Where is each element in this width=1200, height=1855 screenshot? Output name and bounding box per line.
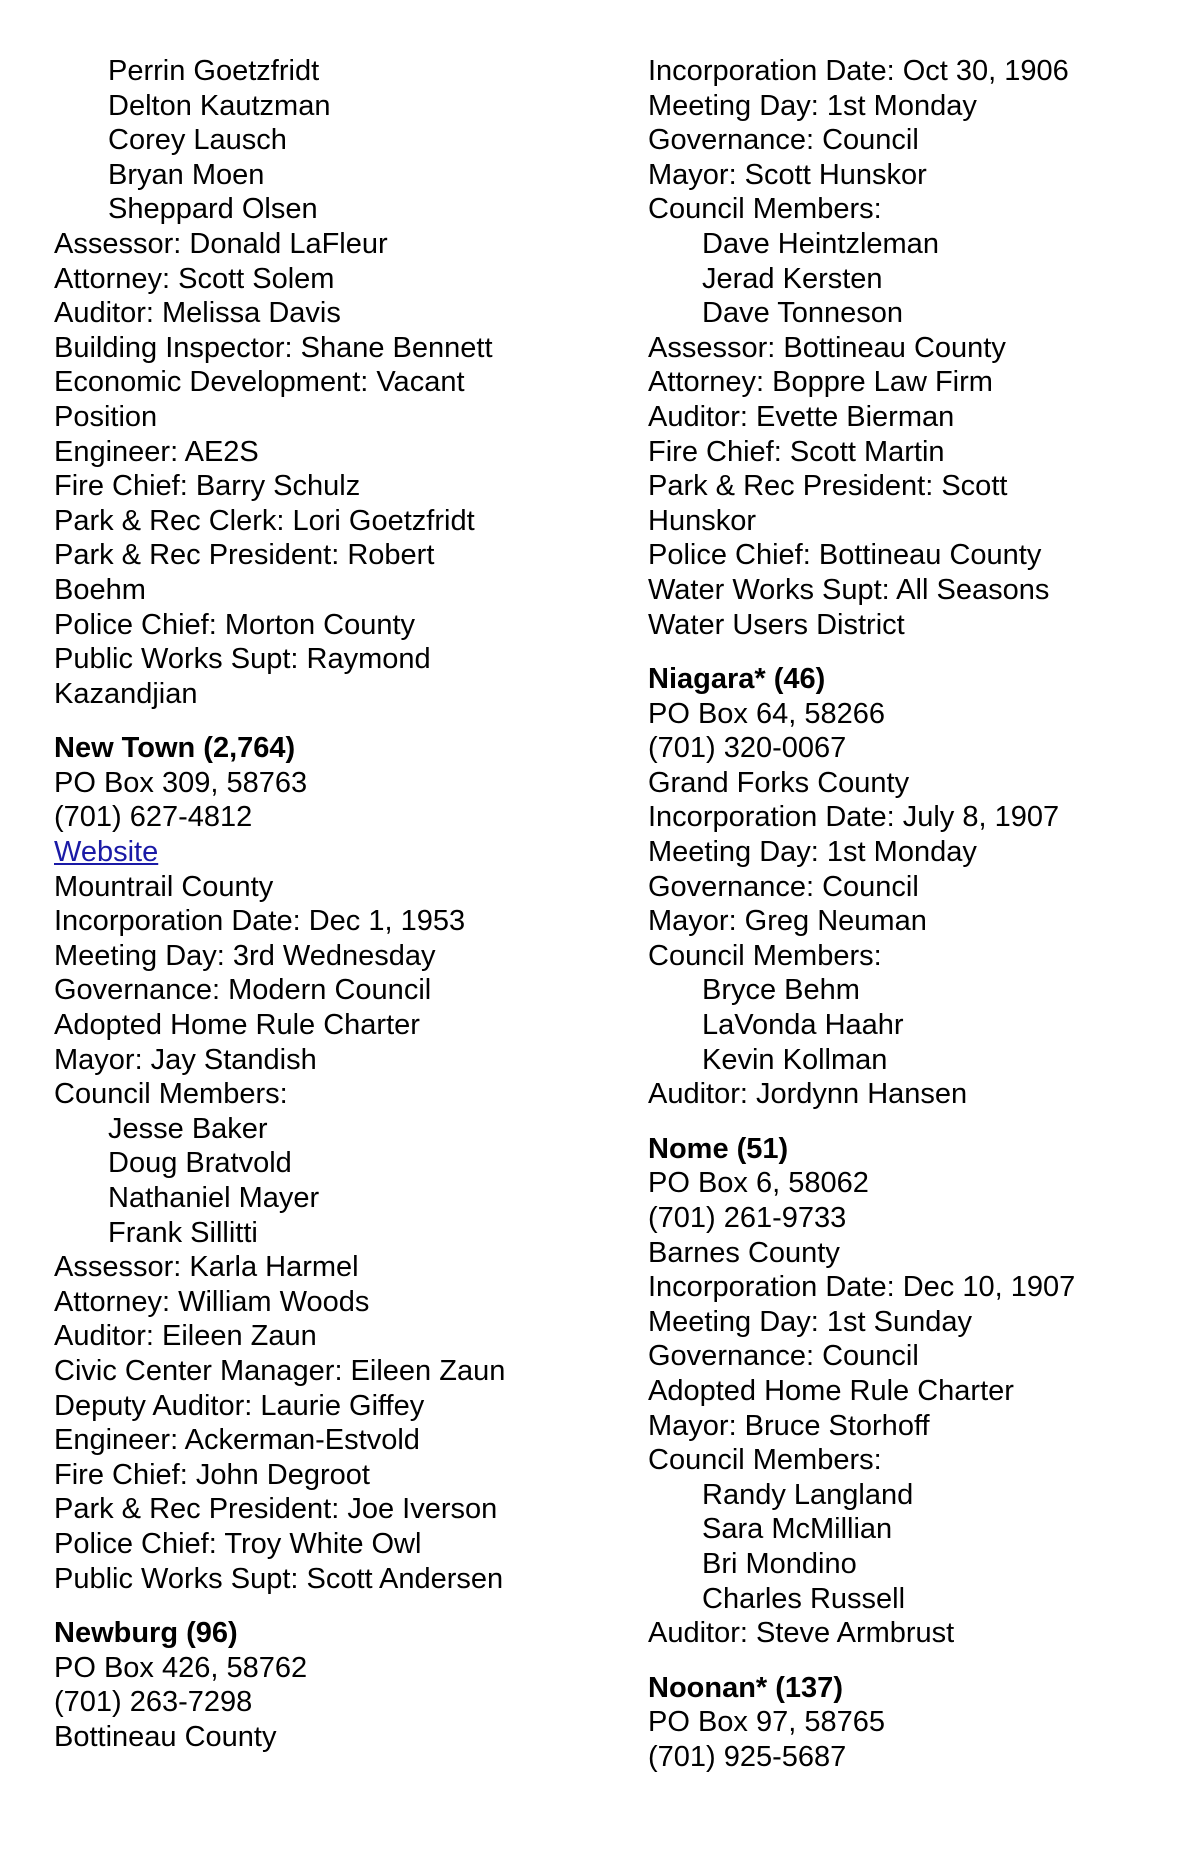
council-member: Jesse Baker	[108, 1112, 268, 1145]
official-line: Park & Rec President: Joe Iverson	[54, 1493, 498, 1526]
incorporation-date: Incorporation Date: July 8, 1907	[648, 801, 1060, 834]
city-phone: (701) 263-7298	[54, 1686, 253, 1719]
official-line: Police Chief: Troy White Owl	[54, 1527, 422, 1560]
official-line: Auditor: Jordynn Hansen	[648, 1078, 968, 1111]
mayor: Mayor: Jay Standish	[54, 1043, 317, 1076]
council-member: Randy Langland	[702, 1478, 914, 1511]
official-line: Auditor: Eileen Zaun	[54, 1320, 317, 1353]
official-line: Fire Chief: Barry Schulz	[54, 470, 361, 503]
official-line: Park & Rec Clerk: Lori Goetzfridt	[54, 504, 475, 537]
incorporation-date: Incorporation Date: Dec 1, 1953	[54, 905, 466, 938]
city-heading-new-town: New Town (2,764)	[54, 732, 296, 765]
city-county: Grand Forks County	[648, 766, 910, 799]
official-line: Boehm	[54, 573, 146, 606]
meeting-day: Meeting Day: 3rd Wednesday	[54, 939, 436, 972]
official-line: Deputy Auditor: Laurie Giffey	[54, 1389, 425, 1422]
official-line: Police Chief: Bottineau County	[648, 539, 1042, 572]
council-member: Bryce Behm	[702, 974, 860, 1007]
council-member: Bryan Moen	[108, 158, 265, 191]
council-member: Frank Sillitti	[108, 1216, 258, 1249]
official-line: Public Works Supt: Raymond	[54, 643, 431, 676]
council-member: Bri Mondino	[702, 1547, 857, 1580]
official-line: Attorney: Boppre Law Firm	[648, 366, 993, 399]
official-line: Attorney: William Woods	[54, 1285, 370, 1318]
mayor: Mayor: Greg Neuman	[648, 905, 927, 938]
official-line: Police Chief: Morton County	[54, 608, 416, 641]
meeting-day: Meeting Day: 1st Monday	[648, 89, 977, 122]
website-link[interactable]: Website	[54, 836, 159, 869]
official-line: Engineer: AE2S	[54, 435, 259, 468]
council-members-label: Council Members:	[54, 1078, 288, 1111]
official-line: Auditor: Evette Bierman	[648, 400, 955, 433]
council-member: Sara McMillian	[702, 1513, 893, 1546]
city-county: Mountrail County	[54, 870, 274, 903]
meeting-day: Meeting Day: 1st Monday	[648, 836, 977, 869]
official-line: Hunskor	[648, 504, 756, 537]
city-address: PO Box 6, 58062	[648, 1167, 869, 1200]
city-heading-newburg: Newburg (96)	[54, 1617, 238, 1650]
mayor: Mayor: Bruce Storhoff	[648, 1409, 930, 1442]
mayor: Mayor: Scott Hunskor	[648, 158, 927, 191]
meeting-day: Meeting Day: 1st Sunday	[648, 1305, 973, 1338]
official-line: Assessor: Karla Harmel	[54, 1251, 359, 1284]
council-member: Delton Kautzman	[108, 89, 331, 122]
city-phone: (701) 627-4812	[54, 801, 253, 834]
official-line: Kazandjian	[54, 677, 198, 710]
official-line: Economic Development: Vacant	[54, 366, 465, 399]
council-member: Kevin Kollman	[702, 1043, 888, 1076]
council-member: Dave Tonneson	[702, 297, 904, 330]
governance: Governance: Council	[648, 1340, 919, 1373]
official-line: Attorney: Scott Solem	[54, 262, 335, 295]
city-phone: (701) 925-5687	[648, 1740, 847, 1773]
council-member: LaVonda Haahr	[702, 1009, 904, 1042]
official-line: Fire Chief: Scott Martin	[648, 435, 945, 468]
official-line: Assessor: Bottineau County	[648, 331, 1006, 364]
city-heading-niagara: Niagara* (46)	[648, 663, 826, 696]
official-line: Water Works Supt: All Seasons	[648, 573, 1050, 606]
council-member: Doug Bratvold	[108, 1147, 292, 1180]
city-address: PO Box 97, 58765	[648, 1706, 885, 1739]
official-line: Building Inspector: Shane Bennett	[54, 331, 493, 364]
council-member: Corey Lausch	[108, 124, 287, 157]
incorporation-date: Incorporation Date: Dec 10, 1907	[648, 1271, 1076, 1304]
council-member: Charles Russell	[702, 1582, 906, 1615]
right-column	[648, 54, 1188, 1775]
council-members-label: Council Members:	[648, 1444, 882, 1477]
city-address: PO Box 64, 58266	[648, 697, 885, 730]
city-county: Barnes County	[648, 1236, 840, 1269]
city-address: PO Box 309, 58763	[54, 766, 308, 799]
city-county: Bottineau County	[54, 1720, 277, 1753]
council-member: Perrin Goetzfridt	[108, 55, 320, 87]
official-line: Auditor: Melissa Davis	[54, 297, 341, 330]
official-line: Auditor: Steve Armbrust	[648, 1617, 955, 1650]
left-column	[54, 54, 594, 1755]
council-member: Nathaniel Mayer	[108, 1182, 320, 1214]
council-member: Sheppard Olsen	[108, 193, 318, 226]
official-line: Position	[54, 400, 158, 433]
city-heading-noonan: Noonan* (137)	[648, 1671, 843, 1704]
city-heading-nome: Nome (51)	[648, 1132, 789, 1165]
official-line: Civic Center Manager: Eileen Zaun	[54, 1354, 506, 1387]
official-line: Park & Rec President: Scott	[648, 470, 1008, 503]
home-rule-charter: Adopted Home Rule Charter	[648, 1374, 1014, 1407]
official-line: Public Works Supt: Scott Andersen	[54, 1562, 504, 1595]
official-line: Assessor: Donald LaFleur	[54, 227, 388, 260]
city-phone: (701) 320-0067	[648, 732, 847, 765]
governance: Governance: Council	[648, 124, 919, 157]
official-line: Park & Rec President: Robert	[54, 539, 435, 572]
council-members-label: Council Members:	[648, 193, 882, 226]
official-line: Water Users District	[648, 608, 905, 641]
city-address: PO Box 426, 58762	[54, 1651, 308, 1684]
governance: Governance: Council	[648, 870, 919, 903]
governance: Governance: Modern Council	[54, 974, 432, 1007]
city-phone: (701) 261-9733	[648, 1202, 847, 1234]
council-member: Jerad Kersten	[702, 262, 883, 295]
home-rule-charter: Adopted Home Rule Charter	[54, 1009, 420, 1042]
official-line: Fire Chief: John Degroot	[54, 1458, 370, 1491]
incorporation-date: Incorporation Date: Oct 30, 1906	[648, 55, 1069, 87]
council-members-label: Council Members:	[648, 939, 882, 972]
official-line: Engineer: Ackerman-Estvold	[54, 1424, 420, 1457]
council-member: Dave Heintzleman	[702, 227, 939, 260]
